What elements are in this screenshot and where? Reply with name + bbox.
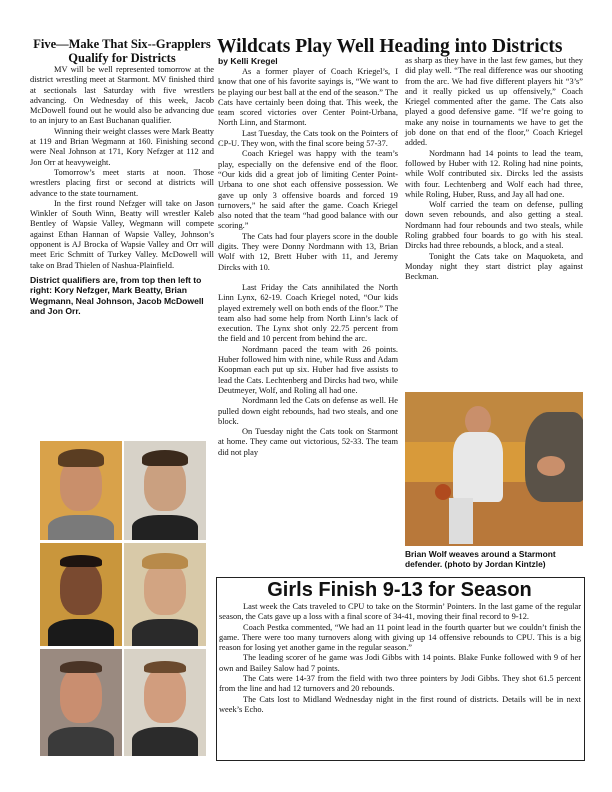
headshot-photo [124, 543, 206, 646]
photo-caption: Brian Wolf weaves around a Starmont defender. (photo by Jordan Kintzle) [405, 549, 556, 570]
paragraph: As a former player of Coach Kriegel’s, I know that one of his favorite sayings is, “We want to be playing our best ball at the end of the season.” The Cats have certainly been doing that. This week, the team scored victories over Center Point-Urbana, North Linn, and Starmont. [218, 67, 398, 128]
paragraph: Last Friday the Cats annihilated the North Linn Lynx, 62-19. Coach Kriegel noted, “Our kids played extremely well on both ends of the floor.” The team also had some help from North Linn’s lack of execution. The Lynx shot only 22.75 percent from the field and 10 percent from behind the arc. [218, 282, 398, 344]
headshot-photo [40, 441, 122, 540]
main-article-column-2 [218, 67, 398, 458]
left-article-body [30, 65, 214, 317]
paragraph: Nordmann led the Cats on defense as well. He pulled down eight rebounds, had two steals, and one block. [218, 396, 398, 426]
main-headline: Wildcats Play Well Heading into Districts [217, 36, 563, 57]
paragraph: The leading scorer of he game was Jodi Gibbs with 14 points. Blake Funke followed with 9 of her own and Bailey Salow had 7 points. [219, 653, 581, 673]
paragraph: Coach Pestka commented, “We had an 11 point lead in the fourth quarter but we couldn’t finish the game. There were too many turnovers along with giving up 14 offensive rebounds to CPU. This is a big reason for losing yet another game in the regular season.” [219, 622, 581, 653]
left-headline: Five—Make That Six--Grapplers Qualify for Districts [33, 37, 211, 65]
paragraph: Tonight the Cats take on Maquoketa, and Monday night they start district play against Beckman. [405, 251, 583, 282]
paragraph: The Cats lost to Midland Wednesday night in the first round of districts. Details will be in next week’s Echo. [219, 694, 581, 714]
basketball-action-photo [405, 392, 583, 546]
paragraph: The Cats were 14-37 from the field with two three pointers by Jodi Gibbs. They shot 61.5 percent from the line and had 12 turnovers and 20 rebounds. [219, 674, 581, 694]
headshot-photo [40, 649, 122, 756]
paragraph: On Tuesday night the Cats took on Starmont at home. They came out victorious, 52-33. The team did not play [218, 427, 398, 457]
headshot-photo [124, 649, 206, 756]
qualifiers-caption: District qualifiers are, from top then left to right: Kory Nefzger, Mark Beatty, Brian Wegmann, Neal Johnson, Jacob McDowell and Jon Orr. [30, 274, 204, 317]
paragraph: Wolf carried the team on defense, pulling down seven rebounds, and also getting a steal. Nordmann had four rebounds and two steals, while Roling grabbed four boards to go with his steal. Dircks had three rebounds, a block, and a steal. [405, 200, 583, 251]
headshot-photo [124, 441, 206, 540]
paragraph: In the first round Nefzger will take on Jason Winkler of South Winn, Beatty will wrestler Kaleb Bentley of Wapsie Valley, Wegmann will compete against Ethan Hannan of Wapsie Valley, Johnson’s opponent is AJ Brocka of Wapsie Valley and Orr will meet Eric Schmitt of Turkey Valley. McDowell will take on Brad Thielen of Nashua-Plainfield. [30, 198, 214, 270]
paragraph: Last Tuesday, the Cats took on the Pointers of CP-U. They won, with the final score being 57-37. [218, 128, 398, 149]
paragraph: Nordmann had 14 points to lead the team, followed by Huber with 12. Roling had nine points, while Wolf contributed six. Dircks led the assists with four. Lechtenberg and Wolf each had three, while Roling, Huber, Russ, and Jay all had one. [405, 148, 583, 199]
girls-headline: Girls Finish 9-13 for Season [267, 579, 532, 601]
paragraph: Last week the Cats traveled to CPU to take on the Stormin’ Pointers. In the last game of the regular season, the Cats gave up a loss with a final score of 34-41, moving their final record to 9-12. [219, 602, 581, 622]
paragraph: Nordmann paced the team with 26 points. Huber followed him with nine, while Russ and Adam Koopman each put up six. Huber had five assists to lead the Cats. Lechtenberg and Dircks had two, while Deutmeyer, Wolf, and Roling all had one. [218, 344, 398, 395]
main-article-column-3 [405, 56, 583, 283]
byline: by Kelli Kregel [218, 56, 278, 66]
headshot-photo [40, 543, 122, 646]
paragraph: The Cats had four players score in the double digits. They were Donny Nordmann with 13, Brian Wolf with 12, Brett Huber with 11, and Jeremy Dircks with 10. [218, 231, 398, 272]
paragraph: Coach Kriegel was happy with the team’s play, especially on the defensive end of the floor. “Our kids did a great job of limiting Center Point-Urbana to one shot each offensive possession. We gave up only 3 offensive boards and forced 19 turnovers,” he said after the game. Coach Kriegel also noted that the team “had good balance with our scoring.” [218, 149, 398, 231]
girls-article-body [219, 602, 581, 715]
paragraph: MV will be well represented tomorrow at the district wrestling meet at Starmont. MV finished third at sectionals last Saturday with five wrestlers advancing. On Wednesday of this week, Jacob McDowell found out he would also be advancing due to an injury to an East Buchanan qualifier. [30, 65, 214, 126]
paragraph: Winning their weight classes were Mark Beatty at 119 and Brian Wegmann at 160. Finishing second were Neal Johnson at 171, Kory Nefzger at 112 and Jon Orr at heavyweight. [30, 126, 214, 167]
paragraph: as sharp as they have in the last few games, but they did play well. “The real difference was our shooting from the arc. We had five different players hit “3’s” and it really picked us up offensively,” Coach Kriegel commented after the game. The Cats also played a good defensive game. “If we’re going to make any noise in tournaments we have to get the job done on that end of the floor,” Coach Kriegel added. [405, 56, 583, 148]
paragraph: Tomorrow’s meet starts at noon. Those wrestlers placing first or second at districts will advance to the state tournament. [30, 167, 214, 198]
